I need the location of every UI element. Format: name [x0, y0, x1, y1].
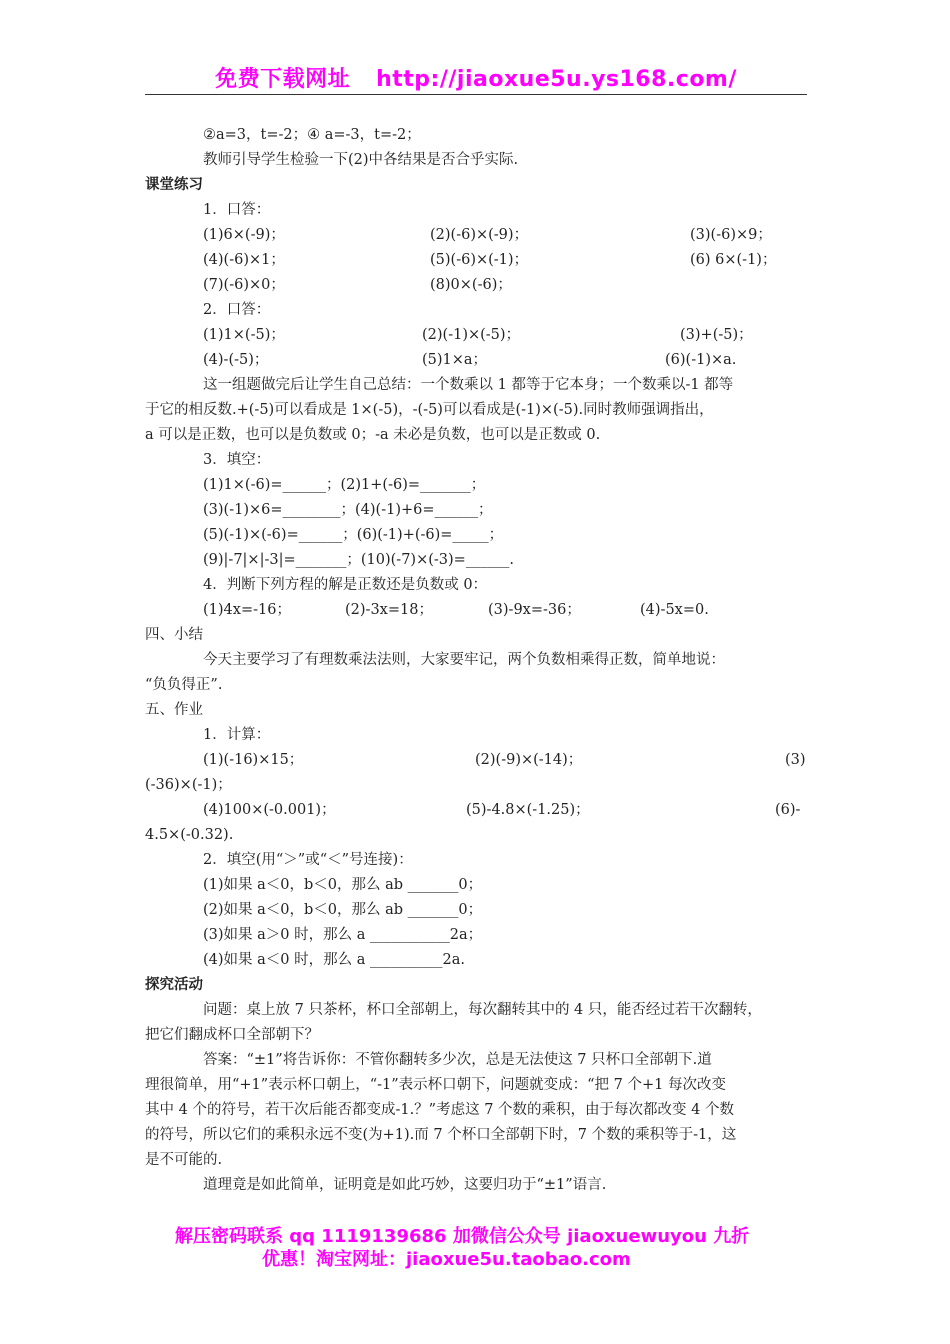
- text-line: ②a=3，t=-2；④ a=-3，t=-2；: [203, 127, 421, 143]
- exercise-item: (1)4x=-16；: [203, 602, 291, 618]
- exercise-item: (4)-5x=0.: [640, 602, 709, 618]
- exercise-item: (5)(-6)×(-1)；: [430, 252, 529, 268]
- exercise-item: (1)(-16)×15；: [203, 752, 304, 768]
- exercise-item: (3)(-1)×6=________；(4)(-1)+6=______；: [203, 502, 493, 518]
- exercise-item: (1)6×(-9)；: [203, 227, 285, 243]
- exercise-item: (2)(-9)×(-14)；: [475, 752, 583, 768]
- exercise-item: (5)(-1)×(-6)=______；(6)(-1)+(-6)=_____；: [203, 527, 504, 543]
- exercise-item: (6)(-1)×a.: [665, 352, 737, 368]
- exercise-item: (1)如果 a＜0，b＜0，那么 ab _______0；: [203, 877, 483, 893]
- question-label: 2．填空(用“＞”或“＜”号连接)：: [203, 852, 413, 868]
- exercise-item: 4.5×(-0.32).: [145, 827, 234, 843]
- section-heading: 五、作业: [145, 702, 203, 718]
- exercise-item: (7)(-6)×0；: [203, 277, 285, 293]
- exercise-item: (8)0×(-6)；: [430, 277, 512, 293]
- paragraph-line: 今天主要学习了有理数乘法法则，大家要牢记，两个负数相乘得正数，简单地说：: [203, 652, 725, 668]
- exercise-item: (2)如果 a＜0，b＜0，那么 ab _______0；: [203, 902, 483, 918]
- exercise-item: (3): [785, 752, 806, 768]
- paragraph-line: a 可以是正数，也可以是负数或 0；-a 未必是负数，也可以是正数或 0.: [145, 427, 601, 443]
- paragraph-line: 其中 4 个的符号，若干次后能否都变成-1.？”考虑这 7 个数的乘积，由于每次都改变 4 个数: [145, 1102, 734, 1118]
- exercise-item: (2)-3x=18；: [345, 602, 433, 618]
- paragraph-line: 这一组题做完后让学生自己总结：一个数乘以 1 都等于它本身；一个数乘以-1 都等: [203, 377, 734, 393]
- exercise-item: (1)1×(-6)=______；(2)1+(-6)=_______；: [203, 477, 486, 493]
- section-heading: 探究活动: [145, 977, 203, 993]
- paragraph-line: 答案：“±1”将告诉你：不管你翻转多少次，总是无法使这 7 只杯口全部朝下.道: [203, 1052, 712, 1068]
- exercise-item: (5)-4.8×(-1.25)；: [466, 802, 590, 818]
- question-label: 1．口答：: [203, 202, 271, 218]
- exercise-item: (2)(-6)×(-9)；: [430, 227, 529, 243]
- exercise-item: (2)(-1)×(-5)；: [422, 327, 521, 343]
- exercise-item: (4)-(-5)；: [203, 352, 269, 368]
- exercise-item: (-36)×(-1)；: [145, 777, 232, 793]
- exercise-item: (6) 6×(-1)；: [690, 252, 777, 268]
- question-label: 3．填空：: [203, 452, 271, 468]
- paragraph-line: 理很简单，用“+1”表示杯口朝上，“-1”表示杯口朝下，问题就变成：“把 7 个+1 每次改变: [145, 1077, 726, 1093]
- header-url[interactable]: http://jiaoxue5u.ys168.com/: [376, 67, 737, 92]
- header-title: 免费下载网址: [215, 67, 351, 92]
- exercise-item: (5)1×a；: [422, 352, 488, 368]
- footer-line[interactable]: 优惠！淘宝网址：jiaoxue5u.taobao.com: [262, 1249, 631, 1270]
- exercise-item: (4)(-6)×1；: [203, 252, 285, 268]
- exercise-item: (1)1×(-5)；: [203, 327, 285, 343]
- exercise-item: (4)100×(-0.001)；: [203, 802, 336, 818]
- text-line: 教师引导学生检验一下(2)中各结果是否合乎实际.: [203, 152, 519, 168]
- paragraph-line: 的符号，所以它们的乘积永远不变(为+1).而 7 个杯口全部朝下时，7 个数的乘积等于-1，这: [145, 1127, 737, 1143]
- page-header: [145, 62, 807, 93]
- exercise-item: (3)+(-5)；: [680, 327, 753, 343]
- exercise-item: (4)如果 a＜0 时，那么 a __________2a.: [203, 952, 465, 968]
- exercise-item: (3)如果 a＞0 时，那么 a ___________2a；: [203, 927, 483, 943]
- paragraph-line: “负负得正”.: [145, 677, 223, 693]
- footer-line: 解压密码联系 qq 1119139686 加微信公众号 jiaoxuewuyou 九折: [175, 1226, 750, 1247]
- section-heading: 四、小结: [145, 627, 203, 643]
- question-label: 4．判断下列方程的解是正数还是负数或 0：: [203, 577, 488, 593]
- paragraph-line: 于它的相反数.+(-5)可以看成是 1×(-5)，-(-5)可以看成是(-1)×(-5).同时教师强调指出，: [145, 402, 714, 418]
- exercise-item: (3)(-6)×9；: [690, 227, 772, 243]
- header-divider: [145, 94, 807, 95]
- question-label: 1．计算：: [203, 727, 271, 743]
- section-heading: 课堂练习: [145, 177, 203, 193]
- exercise-item: (6)-: [775, 802, 801, 818]
- exercise-item: (9)|-7|×|-3|=_______；(10)(-7)×(-3)=______.: [203, 552, 514, 568]
- paragraph-line: 是不可能的.: [145, 1152, 223, 1168]
- question-label: 2．口答：: [203, 302, 271, 318]
- exercise-item: (3)-9x=-36；: [488, 602, 581, 618]
- paragraph-line: 道理竟是如此简单，证明竟是如此巧妙，这要归功于“±1”语言.: [203, 1177, 607, 1193]
- paragraph-line: 把它们翻成杯口全部朝下？: [145, 1027, 319, 1043]
- paragraph-line: 问题：桌上放 7 只茶杯，杯口全部朝上，每次翻转其中的 4 只，能否经过若干次翻转，: [203, 1002, 762, 1018]
